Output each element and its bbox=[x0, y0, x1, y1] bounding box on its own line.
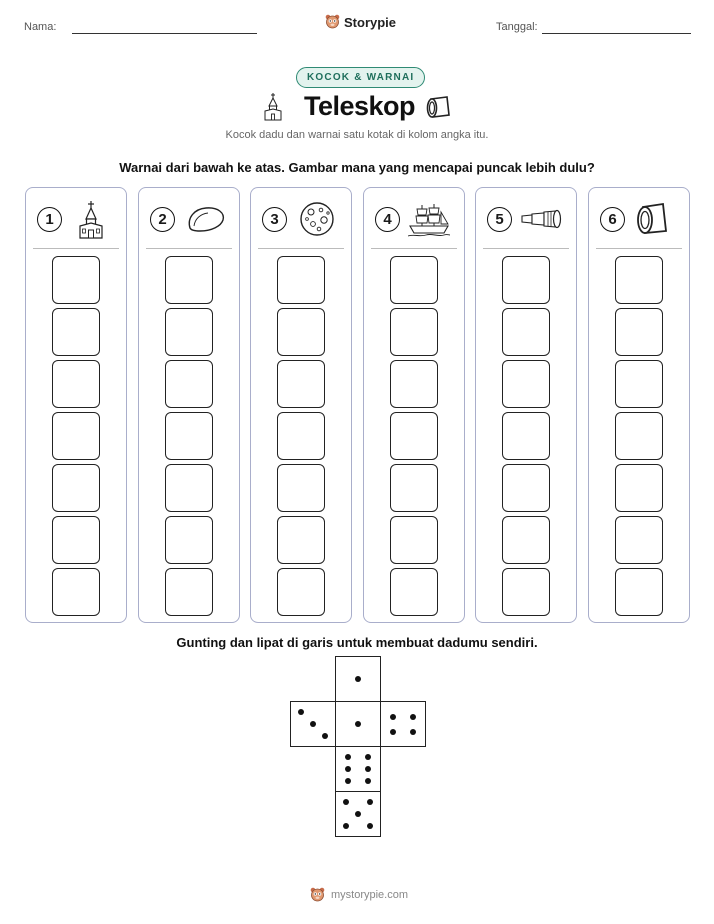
color-box[interactable] bbox=[52, 360, 100, 408]
color-box[interactable] bbox=[390, 256, 438, 304]
die-pip bbox=[410, 714, 416, 720]
church-icon bbox=[262, 92, 284, 122]
ship-icon bbox=[408, 202, 450, 238]
die-pip bbox=[343, 799, 349, 805]
brand-name: Storypie bbox=[344, 14, 397, 30]
die-face-4 bbox=[380, 701, 426, 747]
die-face-5 bbox=[335, 791, 381, 837]
die-pip bbox=[365, 766, 371, 772]
color-box[interactable] bbox=[615, 412, 663, 460]
title-row bbox=[262, 90, 452, 126]
column-number: 6 bbox=[600, 207, 625, 232]
moon-icon bbox=[299, 201, 335, 237]
color-box[interactable] bbox=[277, 516, 325, 564]
storypie-mascot-icon bbox=[310, 887, 325, 903]
column-5 bbox=[475, 187, 577, 623]
color-box[interactable] bbox=[502, 256, 550, 304]
color-box[interactable] bbox=[165, 256, 213, 304]
column-divider bbox=[33, 248, 119, 249]
die-pip bbox=[345, 754, 351, 760]
footer-url[interactable]: mystorypie.com bbox=[331, 889, 409, 901]
die-pip bbox=[355, 721, 361, 727]
spyglass-icon bbox=[520, 208, 562, 230]
color-box[interactable] bbox=[615, 464, 663, 512]
color-box[interactable] bbox=[52, 516, 100, 564]
color-box[interactable] bbox=[277, 568, 325, 616]
color-box[interactable] bbox=[165, 308, 213, 356]
color-box[interactable] bbox=[277, 412, 325, 460]
column-number: 3 bbox=[262, 207, 287, 232]
date-line[interactable] bbox=[542, 33, 691, 34]
die-pip bbox=[355, 676, 361, 682]
die-pip bbox=[322, 733, 328, 739]
color-box[interactable] bbox=[390, 516, 438, 564]
color-box[interactable] bbox=[52, 464, 100, 512]
column-3-header bbox=[251, 188, 351, 246]
color-box[interactable] bbox=[52, 308, 100, 356]
color-box[interactable] bbox=[165, 568, 213, 616]
bread-icon bbox=[186, 204, 226, 234]
color-box[interactable] bbox=[502, 464, 550, 512]
color-box[interactable] bbox=[615, 256, 663, 304]
date-label: Tanggal: bbox=[496, 21, 538, 33]
color-box[interactable] bbox=[390, 464, 438, 512]
column-divider bbox=[483, 248, 569, 249]
color-box[interactable] bbox=[52, 568, 100, 616]
activity-badge: KOCOK & WARNAI bbox=[296, 67, 425, 88]
die-pip bbox=[410, 729, 416, 735]
die-pip bbox=[365, 754, 371, 760]
column-divider bbox=[146, 248, 232, 249]
church-icon bbox=[78, 200, 104, 240]
cut-instruction: Gunting dan lipat di garis untuk membuat dadumu sendiri. bbox=[176, 635, 538, 650]
column-2 bbox=[138, 187, 240, 623]
telescope-icon bbox=[425, 94, 455, 120]
color-box[interactable] bbox=[390, 308, 438, 356]
die-net[interactable] bbox=[290, 656, 426, 836]
name-line[interactable] bbox=[72, 33, 257, 34]
color-box[interactable] bbox=[277, 256, 325, 304]
color-box[interactable] bbox=[390, 360, 438, 408]
column-5-header bbox=[476, 188, 576, 246]
column-6 bbox=[588, 187, 690, 623]
color-box[interactable] bbox=[502, 360, 550, 408]
name-label: Nama: bbox=[24, 21, 57, 33]
color-box[interactable] bbox=[165, 412, 213, 460]
column-4 bbox=[363, 187, 465, 623]
instruction-text: Warnai dari bawah ke atas. Gambar mana yang mencapai puncak lebih dulu? bbox=[119, 160, 595, 175]
page-title: Teleskop bbox=[304, 91, 416, 121]
color-box[interactable] bbox=[615, 308, 663, 356]
die-face-3 bbox=[290, 701, 336, 747]
column-6-header bbox=[589, 188, 689, 246]
die-pip bbox=[343, 823, 349, 829]
column-number: 5 bbox=[487, 207, 512, 232]
column-divider bbox=[258, 248, 344, 249]
page-subtitle: Kocok dadu dan warnai satu kotak di kolom angka itu. bbox=[225, 129, 489, 141]
color-box[interactable] bbox=[52, 412, 100, 460]
footer bbox=[310, 887, 408, 903]
die-pip bbox=[390, 729, 396, 735]
die-pip bbox=[345, 778, 351, 784]
color-box[interactable] bbox=[52, 256, 100, 304]
color-box[interactable] bbox=[390, 412, 438, 460]
die-pip bbox=[298, 709, 304, 715]
column-1-header bbox=[26, 188, 126, 246]
brand-logo bbox=[325, 14, 396, 30]
color-box[interactable] bbox=[615, 360, 663, 408]
color-box[interactable] bbox=[277, 464, 325, 512]
column-number: 4 bbox=[375, 207, 400, 232]
die-face-1 bbox=[335, 656, 381, 702]
color-box[interactable] bbox=[277, 360, 325, 408]
color-box[interactable] bbox=[615, 568, 663, 616]
die-face-1 bbox=[335, 701, 381, 747]
die-face-6 bbox=[335, 746, 381, 792]
telescope-icon bbox=[635, 201, 671, 237]
color-box[interactable] bbox=[165, 464, 213, 512]
column-3 bbox=[250, 187, 352, 623]
color-box[interactable] bbox=[615, 516, 663, 564]
die-pip bbox=[355, 811, 361, 817]
die-pip bbox=[310, 721, 316, 727]
die-pip bbox=[345, 766, 351, 772]
die-pip bbox=[367, 823, 373, 829]
color-box[interactable] bbox=[502, 412, 550, 460]
column-divider bbox=[371, 248, 457, 249]
color-box[interactable] bbox=[502, 516, 550, 564]
die-pip bbox=[390, 714, 396, 720]
column-1 bbox=[25, 187, 127, 623]
column-number: 1 bbox=[37, 207, 62, 232]
die-pip bbox=[365, 778, 371, 784]
column-2-header bbox=[139, 188, 239, 246]
color-box[interactable] bbox=[165, 360, 213, 408]
die-pip bbox=[367, 799, 373, 805]
column-divider bbox=[596, 248, 682, 249]
color-box[interactable] bbox=[277, 308, 325, 356]
color-box[interactable] bbox=[165, 516, 213, 564]
color-box[interactable] bbox=[502, 568, 550, 616]
column-number: 2 bbox=[150, 207, 175, 232]
color-box[interactable] bbox=[502, 308, 550, 356]
color-box[interactable] bbox=[390, 568, 438, 616]
storypie-mascot-icon bbox=[325, 14, 340, 30]
column-4-header bbox=[364, 188, 464, 246]
